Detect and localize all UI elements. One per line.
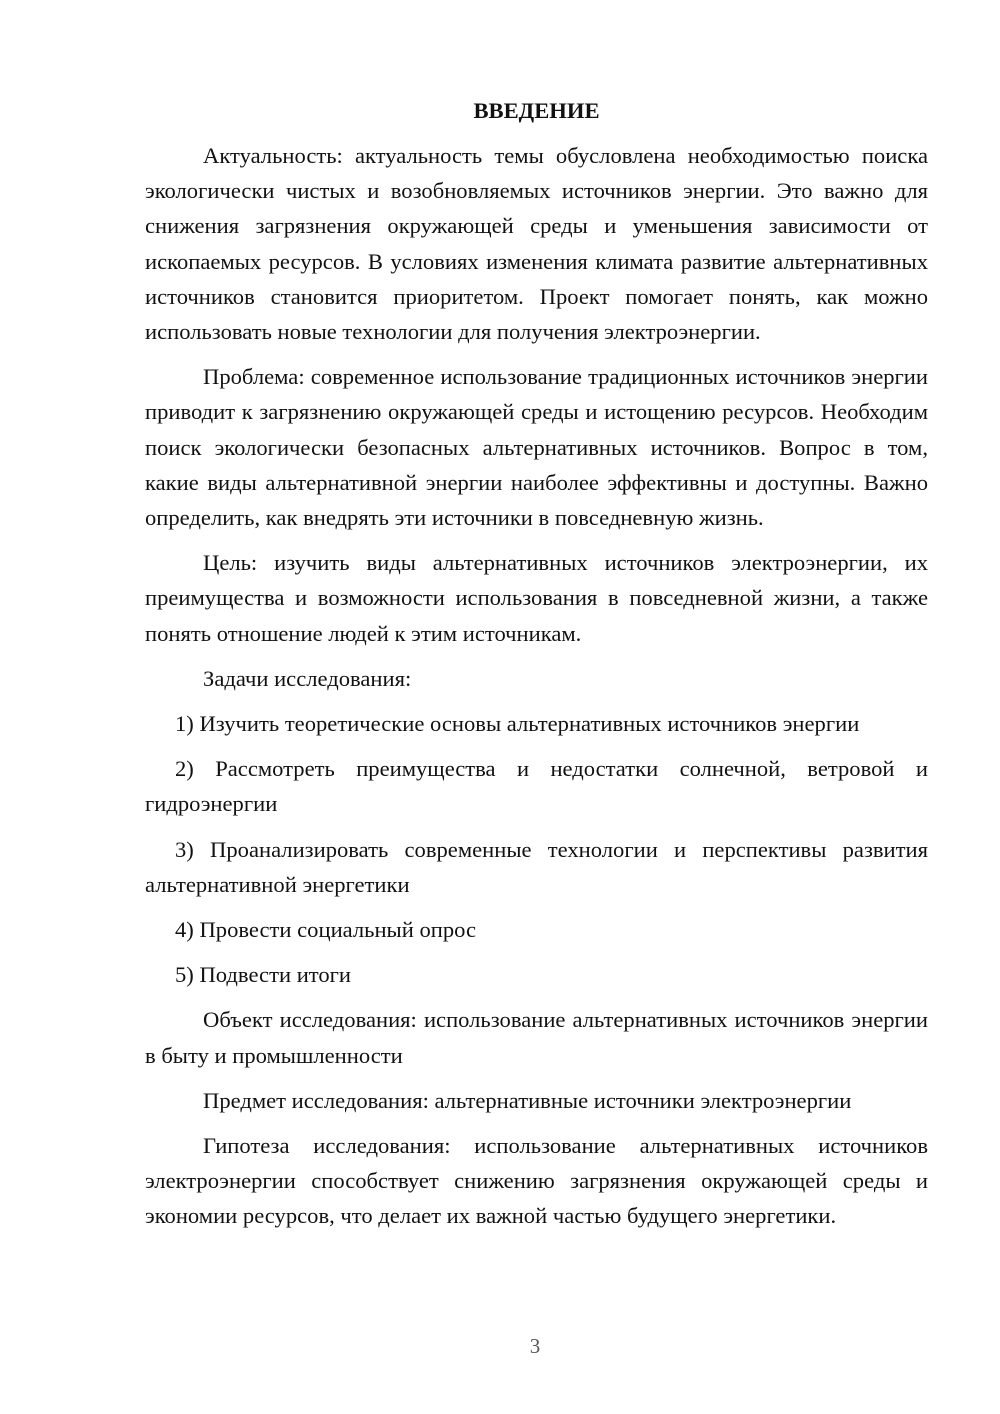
tasks-heading: Задачи исследования: [203, 665, 412, 691]
goal-paragraph: Цель: изучить виды альтернативных источников электроэнергии, их преимущества и возможности использования в повседневной жизни, а также понять отношение людей к этим источникам. [145, 550, 928, 646]
relevance-paragraph: Актуальность: актуальность темы обусловлена необходимостью поиска экологически чистых и возобновляемых источников энергии. Это важно для снижения загрязнения окружающей среды и уменьшения зависимости от ископаемых ресурсов. В условиях изменения климата развитие альтернативных источников становится приоритетом. Проект помогает понять, как можно использовать новые технологии для получения электроэнергии. [145, 143, 928, 345]
task-item-1: 1) Изучить теоретические основы альтернативных источников энергии [175, 711, 860, 737]
page-number: 3 [529, 1334, 541, 1358]
section-title: ВВЕДЕНИЕ [473, 98, 600, 123]
task-item-3: 3) Проанализировать современные технологии и перспективы развития альтернативной энергетики [145, 836, 928, 897]
task-item-2: 2) Рассмотреть преимущества и недостатки солнечной, ветровой и гидроэнергии [145, 756, 928, 817]
task-item-4: 4) Провести социальный опрос [175, 917, 477, 943]
research-subject-paragraph: Предмет исследования: альтернативные источники электроэнергии [203, 1087, 852, 1113]
problem-paragraph: Проблема: современное использование традиционных источников энергии приводит к загрязнению окружающей среды и истощению ресурсов. Необходим поиск экологически безопасных альтернативных источников. Вопрос в том, какие виды альтернативной энергии наиболее эффективны и доступны. Важно определить, как внедрять эти источники в повседневную жизнь. [145, 364, 928, 531]
task-item-5: 5) Подвести итоги [175, 962, 352, 988]
hypothesis-paragraph: Гипотеза исследования: использование альтернативных источников электроэнергии способствует снижению загрязнения окружающей среды и экономии ресурсов, что делает их важной частью будущего энергетики. [145, 1133, 928, 1229]
document-page [145, 94, 928, 1244]
research-object-paragraph: Объект исследования: использование альтернативных источников энергии в быту и промышленности [145, 1007, 928, 1068]
